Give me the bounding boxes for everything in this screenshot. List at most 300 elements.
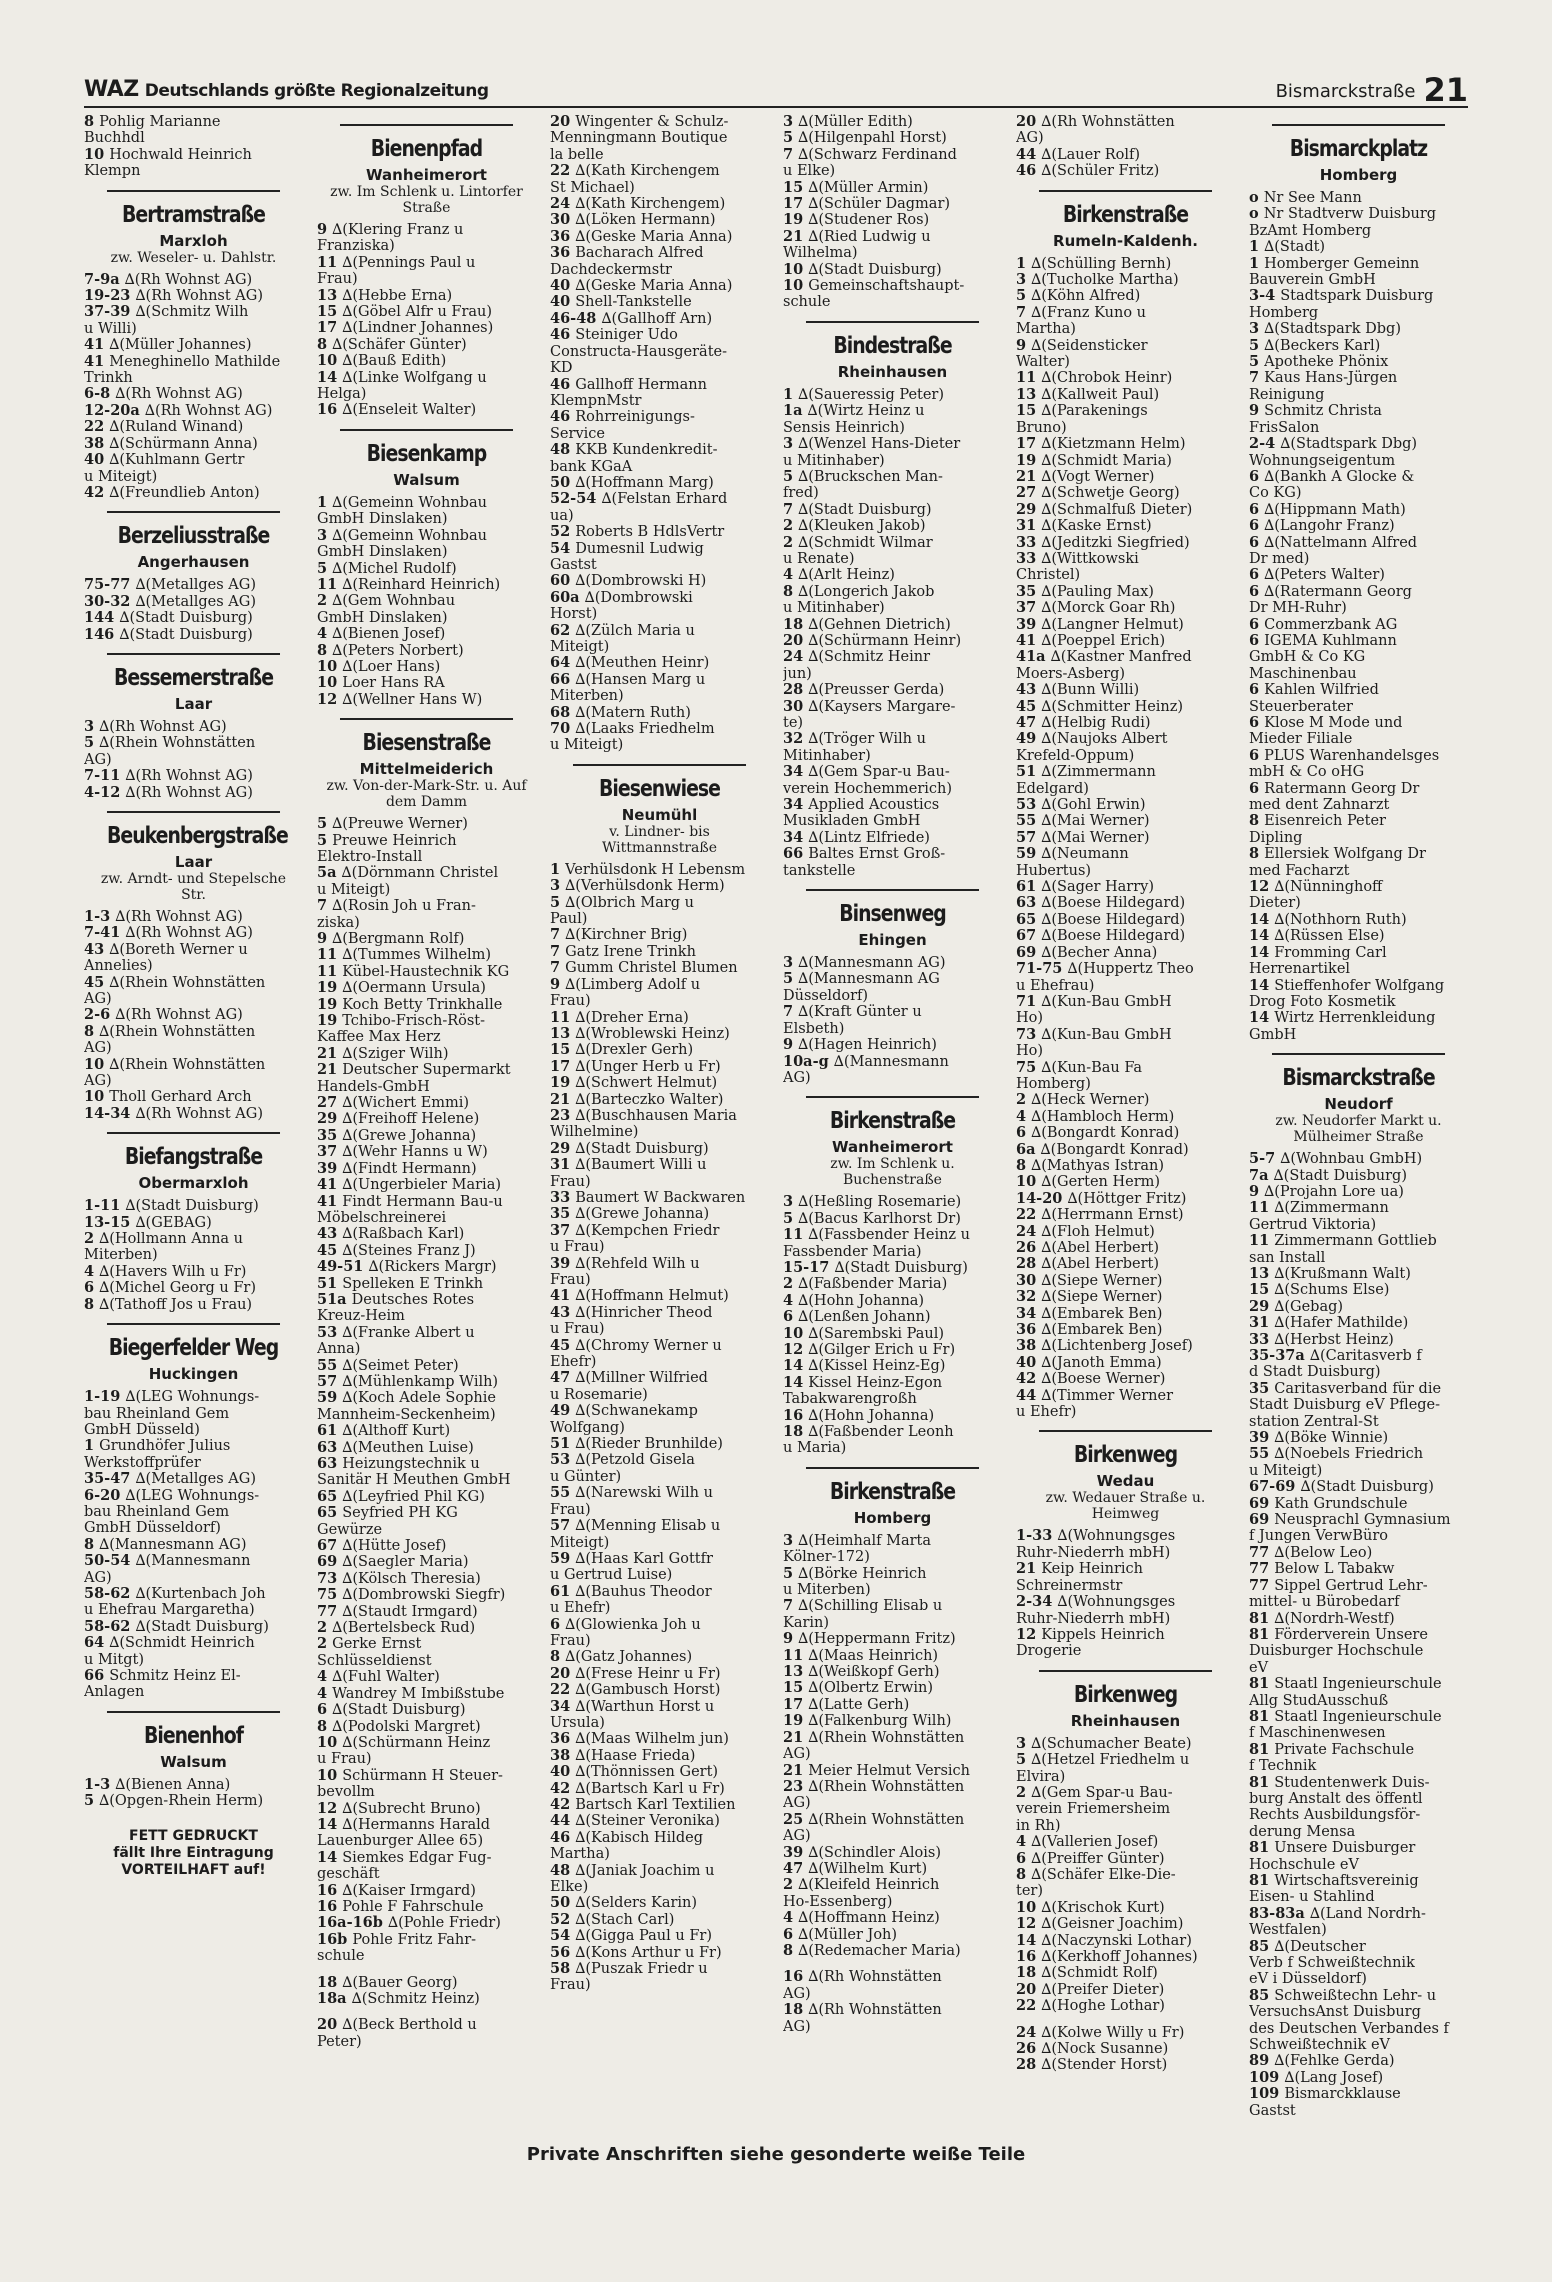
directory-entry — [550, 1075, 769, 1091]
directory-entry — [783, 1293, 1002, 1309]
house-number: 12 — [1249, 879, 1275, 896]
directory-entry — [317, 643, 536, 659]
entry-text: Edelgard) — [1016, 780, 1089, 797]
house-number: 11 — [317, 947, 343, 964]
entry-text: ∆(Herrmann Ernst) — [1041, 1207, 1184, 1224]
entry-text: ∆(Rh Wohnstätten — [808, 1969, 942, 1986]
entry-text: ∆(Gallhoff Arn) — [601, 310, 713, 327]
entry-text: u Miteigt) — [1249, 1462, 1323, 1479]
house-number: 37 — [317, 1144, 343, 1161]
house-number: 6 — [1249, 682, 1265, 699]
entry-text: Buchhdl — [84, 130, 145, 147]
entry-text: Ehefr) — [550, 1354, 597, 1371]
house-number: 11 — [550, 1009, 576, 1026]
house-number: 12 — [317, 1800, 343, 1817]
directory-entry — [317, 1358, 536, 1374]
directory-entry — [317, 1975, 536, 1991]
entry-text: ∆(Gambusch Horst) — [575, 1682, 721, 1699]
entry-text: Frau) — [317, 271, 358, 288]
entry-text: Caritasverband für die — [1274, 1380, 1442, 1397]
house-number: 16 — [783, 1407, 809, 1424]
house-number: 17 — [317, 320, 343, 337]
house-number: 9 — [1016, 337, 1032, 354]
directory-entry — [317, 1833, 536, 1849]
directory-entry — [317, 1784, 536, 1800]
directory-entry — [317, 1177, 536, 1193]
house-number: 50 — [550, 1895, 576, 1912]
directory-entry — [550, 1305, 769, 1321]
directory-entry — [317, 1079, 536, 1095]
house-number: 21 — [783, 1729, 809, 1746]
street-heading — [88, 811, 299, 903]
house-number: 11 — [317, 254, 343, 271]
entry-text: Schürmann H Steuer- — [342, 1767, 503, 1784]
street-name: Bienenpfad — [340, 124, 513, 162]
entry-text: ∆(Rh Wohnst AG) — [135, 288, 263, 305]
directory-entry — [84, 991, 303, 1007]
house-number: 29 — [550, 1140, 576, 1157]
district-name: Mittelmeiderich — [359, 760, 494, 779]
entry-text: fred) — [783, 485, 819, 502]
entry-text: ∆(Franz Kuno u — [1031, 304, 1147, 321]
directory-entry — [550, 1321, 769, 1337]
directory-entry — [1249, 2037, 1468, 2053]
directory-entry — [550, 1026, 769, 1042]
entry-text: ∆(Schwanekamp — [575, 1403, 698, 1420]
entry-text: des Deutschen Verbandes f — [1249, 2020, 1449, 2037]
entry-text: ∆(Rosin Joh u Fran- — [332, 898, 476, 915]
entry-text: ∆(Gem Wohnbau — [332, 593, 456, 610]
directory-entry — [1249, 1627, 1468, 1643]
house-number: 12 — [1016, 1626, 1042, 1643]
directory-entry — [317, 1505, 536, 1521]
house-number: 14 — [783, 1374, 809, 1391]
house-number: 7 — [783, 146, 799, 163]
directory-entry — [1016, 147, 1235, 163]
directory-entry — [84, 1586, 303, 1602]
directory-entry — [783, 453, 1002, 469]
directory-entry — [317, 980, 536, 996]
directory-entry — [783, 1969, 1002, 1985]
entry-text: ∆(Kun-Bau Fa — [1041, 1059, 1143, 1076]
street-name: Bindestraße — [806, 321, 979, 359]
directory-entry — [317, 1194, 536, 1210]
entry-text: ∆(Mannesmann — [833, 1053, 949, 1070]
directory-entry — [1016, 1306, 1235, 1322]
house-number: 42 — [550, 1797, 576, 1813]
house-number: 38 — [84, 435, 110, 452]
entry-text: ∆(Kietzmann Helm) — [1041, 436, 1186, 453]
house-number: 8 — [783, 1942, 799, 1959]
entry-text: Ursula) — [550, 1714, 605, 1731]
directory-entry — [317, 337, 536, 353]
entry-text: ∆(Limberg Adolf u — [565, 976, 701, 993]
directory-entry — [1249, 1693, 1468, 1709]
entry-text: Miterben) — [550, 688, 624, 705]
entry-text: ∆(Rhein Wohnstätten — [109, 1056, 266, 1073]
house-number: 3 — [317, 527, 333, 544]
directory-entry — [317, 544, 536, 560]
directory-entry — [1016, 1174, 1235, 1190]
entry-text: ∆(Glowienka Joh u — [565, 1616, 701, 1633]
entry-text: ∆(Stadt Duisburg) — [1273, 1167, 1407, 1184]
house-number: 9 — [783, 1631, 799, 1648]
house-number: 81 — [1249, 1741, 1275, 1758]
directory-entry — [84, 321, 303, 337]
directory-entry — [317, 1325, 536, 1341]
directory-entry — [1249, 1200, 1468, 1216]
entry-text: ∆(Gebag) — [1274, 1298, 1344, 1315]
directory-entry — [1249, 190, 1468, 206]
directory-entry — [317, 692, 536, 708]
directory-entry — [550, 245, 769, 261]
directory-entry — [1016, 1933, 1235, 1949]
directory-entry — [550, 1272, 769, 1288]
house-number: 10 — [1016, 1899, 1042, 1916]
directory-entry — [550, 672, 769, 688]
directory-entry — [1249, 994, 1468, 1010]
house-number: 49 — [1016, 731, 1042, 748]
directory-entry — [783, 1021, 1002, 1037]
entry-text: Gallhoff Hermann — [575, 376, 707, 393]
house-number: 16 — [317, 1898, 343, 1915]
directory-entry — [783, 649, 1002, 665]
directory-entry — [317, 1374, 536, 1390]
entry-text: GmbH & Co KG — [1249, 649, 1366, 666]
entry-text: ∆(Hilgenpahl Horst) — [798, 130, 947, 147]
entry-text: ∆(Rhein Wohnstätten — [99, 735, 256, 752]
entry-text: ∆(Peters Norbert) — [332, 642, 464, 659]
district-name: Wanheimerort — [366, 166, 487, 184]
house-number: 41a — [1016, 649, 1051, 666]
house-number: 39 — [550, 1255, 576, 1272]
directory-entry — [317, 964, 536, 980]
spacer — [317, 1965, 536, 1975]
house-number: 9 — [317, 931, 333, 947]
entry-text: Wohnungseigentum — [1249, 452, 1396, 469]
entry-text: ∆(Jeditzki Siegfried) — [1041, 534, 1190, 551]
house-number: 19 — [783, 212, 809, 229]
directory-entry — [1016, 1273, 1235, 1289]
house-number: 9 — [1249, 403, 1265, 420]
street-name: Bienenhof — [107, 1711, 280, 1749]
entry-text: ∆(Tucholke Martha) — [1031, 272, 1179, 289]
directory-entry — [550, 721, 769, 737]
house-number: 14 — [1249, 928, 1275, 945]
directory-entry — [317, 1991, 536, 2007]
entry-text: ∆(Wohnungsges — [1057, 1528, 1176, 1545]
directory-entry — [317, 1111, 536, 1127]
entry-text: ∆(Schwarz Ferdinand — [798, 146, 957, 163]
entry-text: Frau) — [550, 993, 591, 1010]
entry-text: ∆(Wichert Emmi) — [342, 1095, 470, 1112]
entry-text: ∆(Schülling Bernh) — [1031, 255, 1172, 272]
directory-entry — [1249, 338, 1468, 354]
entry-text: Baltes Ernst Groß- — [808, 846, 946, 863]
entry-text: ∆(Faßbender Leonh — [808, 1424, 954, 1440]
house-number: 69 — [1016, 944, 1042, 961]
house-number: 69 — [317, 1554, 343, 1571]
house-number: 8 — [317, 336, 333, 353]
entry-text: Wirtz Herrenkleidung — [1274, 1010, 1436, 1027]
directory-entry — [550, 1403, 769, 1419]
entry-text: Kath Grundschule — [1274, 1495, 1408, 1512]
directory-entry — [317, 1751, 536, 1767]
entry-text: ∆(Gem Spar-u Bau- — [808, 764, 950, 781]
entry-text: ∆(Matern Ruth) — [575, 704, 691, 721]
house-number: 43 — [317, 1226, 343, 1243]
entry-text: Zimmermann Gottlieb — [1274, 1233, 1437, 1250]
directory-entry — [783, 1566, 1002, 1582]
entry-text: ∆(Sziger Wilh) — [342, 1045, 449, 1062]
entry-text: ∆(Saueressig Peter) — [798, 386, 945, 403]
house-number: 14 — [317, 1816, 343, 1833]
directory-entry — [550, 294, 769, 310]
house-number: 43 — [550, 1304, 576, 1321]
directory-entry — [550, 737, 769, 753]
entry-text: ∆(Vallerien Josef) — [1031, 1834, 1159, 1851]
directory-entry — [84, 610, 303, 626]
entry-text: Miteigt) — [550, 1534, 610, 1551]
house-number: 4 — [317, 1685, 333, 1702]
entry-text: ∆(Lang Josef) — [1284, 2069, 1384, 2086]
directory-entry — [317, 1850, 536, 1866]
directory-entry — [550, 1813, 769, 1829]
entry-text: f Technik — [1249, 1758, 1317, 1775]
house-number: 85 — [1249, 1987, 1275, 2004]
directory-entry — [783, 1309, 1002, 1325]
entry-text: ∆(Janiak Joachim u — [575, 1862, 715, 1879]
entry-text: ∆(Heßling Rosemarie) — [798, 1194, 962, 1211]
directory-entry — [1249, 1561, 1468, 1577]
entry-text: Kaus Hans-Jürgen — [1264, 370, 1398, 387]
directory-entry — [84, 1040, 303, 1056]
house-number: 13 — [550, 1025, 576, 1042]
house-number: 43 — [84, 941, 110, 958]
directory-entry — [1249, 895, 1468, 911]
entry-text: ∆(Floh Helmut) — [1041, 1223, 1155, 1240]
entry-text: ∆(Schürmann Anna) — [109, 435, 258, 452]
directory-entry — [1249, 1463, 1468, 1479]
entry-text: Bauverein GmbH — [1249, 272, 1376, 289]
directory-entry — [550, 1846, 769, 1862]
house-number: 52 — [550, 524, 576, 541]
spacer — [783, 1959, 1002, 1969]
entry-text: Wolfgang) — [550, 1419, 625, 1436]
street-heading — [1020, 190, 1231, 250]
entry-text: bau Rheinland Gem — [84, 1405, 230, 1422]
house-number: 17 — [783, 1696, 809, 1713]
directory-entry — [1016, 600, 1235, 616]
entry-text: ∆(Olbrich Marg u — [565, 894, 695, 911]
entry-text: ∆(Hagen Heinrich) — [798, 1037, 937, 1054]
directory-entry — [317, 593, 536, 609]
directory-entry — [783, 485, 1002, 501]
house-number: 57 — [550, 1518, 576, 1535]
entry-text: Ho) — [1016, 1043, 1044, 1060]
directory-entry — [1249, 666, 1468, 682]
house-number: 41 — [550, 1288, 576, 1305]
directory-entry — [317, 1620, 536, 1636]
house-number: 4 — [783, 1910, 799, 1927]
entry-text: u Ehefrau Margaretha) — [84, 1602, 255, 1619]
house-number: 2 — [317, 1620, 333, 1637]
entry-text: Drogerie — [1016, 1643, 1082, 1660]
entry-text: u Frau) — [550, 1321, 605, 1338]
entry-text: u Miterben) — [783, 1582, 871, 1599]
directory-entry — [84, 452, 303, 468]
running-head-street: Bismarckstraße — [1275, 81, 1416, 102]
entry-text: Mieder Filiale — [1249, 731, 1353, 748]
entry-text: GmbH Düsseld) — [84, 1421, 200, 1438]
entry-text: Dipling — [1249, 829, 1303, 846]
entry-text: ∆(Schürmann Heinr) — [808, 632, 962, 649]
house-number: 11 — [1016, 370, 1042, 387]
directory-entry — [550, 977, 769, 993]
house-number: 17 — [783, 196, 809, 213]
entry-text: Schmitz Heinz El- — [109, 1668, 241, 1684]
house-number: 67 — [1016, 928, 1042, 945]
entry-text: Eisenreich Peter — [1264, 813, 1386, 830]
directory-entry — [783, 2019, 1002, 2035]
house-number: 68 — [550, 704, 576, 721]
house-number: 48 — [550, 442, 576, 459]
entry-text: ∆(Nünninghoff — [1274, 879, 1383, 896]
district-name: Obermarxloh — [138, 1174, 249, 1193]
directory-entry — [1016, 1027, 1235, 1043]
entry-text: ∆(Schäfer Günter) — [332, 336, 467, 353]
entry-text: Fassbender Maria) — [783, 1243, 922, 1260]
entry-text: Ruhr-Niederrh mbH) — [1016, 1544, 1171, 1561]
house-number: 1 — [783, 386, 799, 403]
house-number: 37 — [1016, 600, 1042, 617]
directory-entry — [1249, 879, 1468, 895]
directory-entry — [550, 862, 769, 878]
entry-text: ∆(Herbst Heinz) — [1274, 1331, 1394, 1348]
entry-text: Frau) — [550, 1977, 591, 1994]
directory-entry — [317, 1243, 536, 1259]
directory-entry — [550, 1666, 769, 1682]
directory-entry — [1016, 912, 1235, 928]
directory-entry — [550, 1174, 769, 1190]
street-heading — [1253, 124, 1464, 184]
directory-entry — [783, 1424, 1002, 1440]
directory-entry — [783, 797, 1002, 813]
entry-text: Klose M Mode und — [1264, 715, 1403, 731]
directory-entry — [1249, 1512, 1468, 1528]
directory-entry — [550, 878, 769, 894]
directory-entry — [84, 785, 303, 801]
directory-entry — [783, 387, 1002, 403]
directory-entry — [84, 163, 303, 179]
house-number: 50 — [550, 474, 576, 491]
entry-text: ∆(Boese Hildegard) — [1041, 911, 1186, 928]
entry-text: in Rh) — [1016, 1817, 1061, 1834]
entry-text: ∆(Kun-Bau GmbH — [1041, 1026, 1172, 1043]
entry-text: ∆(Baumert Willi u — [575, 1157, 707, 1174]
entry-text: Hochschule eV — [1249, 1856, 1359, 1873]
entry-text: ∆(Kath Kirchengem — [575, 163, 720, 180]
entry-text: ∆(Haas Karl Gottfr — [575, 1550, 713, 1567]
house-number: 54 — [550, 1928, 576, 1945]
directory-entry — [550, 1977, 769, 1993]
house-number: 62 — [550, 622, 576, 639]
entry-text: Dumesnil Ludwig — [575, 540, 704, 557]
house-number: 29 — [1249, 1298, 1275, 1315]
directory-entry — [317, 1128, 536, 1144]
directory-entry — [1016, 863, 1235, 879]
directory-entry — [1016, 321, 1235, 337]
entry-text: Eisen- u Stahlind — [1249, 1889, 1375, 1906]
directory-entry — [317, 675, 536, 691]
entry-text: ∆(Rh Wohnst AG) — [115, 1007, 243, 1024]
directory-entry — [317, 1276, 536, 1292]
directory-entry — [1249, 1233, 1468, 1249]
entry-text: ua) — [550, 507, 574, 524]
house-number: 31 — [550, 1157, 576, 1174]
house-number: 1-3 — [84, 908, 116, 925]
entry-text: Mitinhaber) — [783, 747, 871, 764]
directory-entry — [783, 436, 1002, 452]
street-name: Biegerfelder Weg — [107, 1323, 280, 1361]
directory-entry — [84, 403, 303, 419]
house-number: 24 — [1016, 2024, 1042, 2041]
house-number: 16 — [1016, 1949, 1042, 1965]
street-name: Birkenstraße — [806, 1096, 979, 1134]
house-number: o — [1249, 206, 1264, 223]
house-number: 11 — [317, 963, 343, 980]
house-number: 15 — [783, 1680, 809, 1697]
house-number: 52-54 — [550, 491, 602, 508]
house-number: 25 — [783, 1811, 809, 1828]
directory-entry — [1249, 1939, 1468, 1955]
directory-entry — [317, 238, 536, 254]
entry-text: ∆(Rh Wohnstätten — [1041, 114, 1175, 130]
entry-text: ∆(Hafer Mathilde) — [1274, 1315, 1409, 1332]
directory-entry — [1249, 1742, 1468, 1758]
entry-text: Dachdeckermstr — [550, 261, 672, 278]
entry-text: ∆(Pohle Friedr) — [387, 1915, 501, 1932]
entry-text: Rohrreinigungs- — [575, 409, 695, 426]
entry-text: ∆(Müller Joh) — [798, 1926, 898, 1943]
entry-text: ∆(Kaske Ernst) — [1041, 518, 1152, 535]
house-number: 40 — [1016, 1354, 1042, 1371]
directory-entry — [84, 370, 303, 386]
directory-entry — [1016, 666, 1235, 682]
directory-entry — [1249, 978, 1468, 994]
directory-entry — [1016, 1010, 1235, 1026]
house-number: 33 — [550, 1189, 576, 1206]
directory-entry — [1016, 731, 1235, 747]
directory-entry — [1016, 1900, 1235, 1916]
street-range: zw. Von-der-Mark-Str. u. Auf dem Damm — [326, 778, 527, 811]
entry-text: Gumm Christel Blumen — [565, 960, 738, 977]
house-number: 39 — [783, 1844, 809, 1861]
directory-entry — [84, 1455, 303, 1471]
house-number: 1 — [1016, 255, 1032, 272]
directory-entry — [550, 1633, 769, 1649]
entry-text: Wandrey M Imbißstube — [332, 1685, 505, 1702]
house-number: 5 — [783, 468, 799, 485]
house-number: 5 — [317, 816, 333, 833]
house-number: 2 — [783, 1276, 799, 1293]
entry-text: ∆(Noebels Friedrich — [1274, 1446, 1424, 1463]
entry-text: ∆(Wohnungsges — [1057, 1594, 1176, 1611]
house-number: 12-20a — [84, 402, 145, 419]
district-name: Laar — [174, 852, 213, 871]
house-number: 24 — [1016, 1223, 1042, 1240]
house-number: 6 — [1249, 534, 1265, 551]
